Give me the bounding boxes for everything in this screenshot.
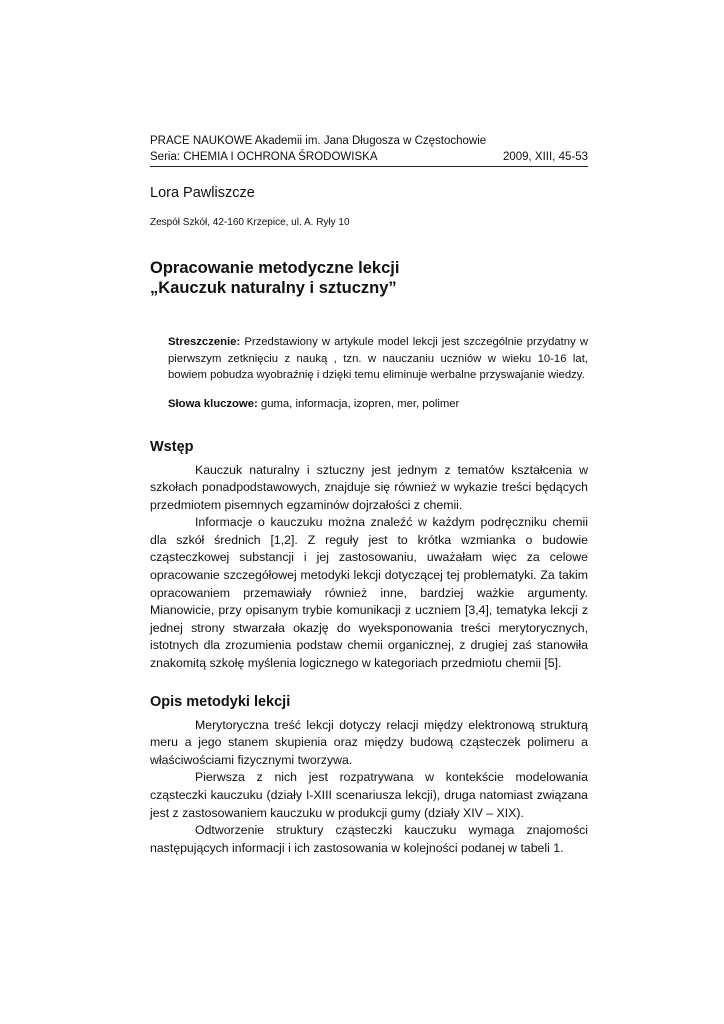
keywords-text: guma, informacja, izopren, mer, polimer	[260, 397, 460, 410]
section-heading-intro: Wstęp	[150, 438, 194, 455]
intro-paragraph-1: Kauczuk naturalny i sztuczny jest jednym z tematów kształcenia w szkołach ponadpodstawowych, znajduje się również w wykazie treści będących przedmiotem pisemnych egzaminów dojrzałości z chemii.	[150, 462, 588, 512]
section-heading-method: Opis metodyki lekcji	[150, 693, 291, 710]
author-name: Lora Pawliszcze	[150, 185, 255, 201]
keywords	[168, 396, 588, 412]
abstract-label: Streszczenie:	[168, 336, 241, 348]
title-line-2: „Kauczuk naturalny i sztuczny”	[150, 279, 397, 297]
paper-title	[150, 258, 588, 298]
series-row	[150, 149, 588, 167]
title-line-1: Opracowanie metodyczne lekcji	[150, 259, 400, 277]
abstract-text: Przedstawiony w artykule model lekcji jest szczególnie przydatny w pierwszym zetknięciu z nauką , tzn. w nauczaniu uczniów w wieku 10-16 lat, bowiem pobudza wyobraźnię i dzięki temu eliminuje werbalne przyswajanie wiedzy.	[168, 336, 588, 381]
intro-paragraph-2: Informacje o kauczuku można znaleźć w każdym podręczniku chemii dla szkół średnich [1,2]. Z reguły jest to krótka wzmianka o budowie cząsteczkowej substancji i jej zastosowaniu, uważałam więc za celowe opracowanie szczegółowej metodyki lekcji dotyczącej tej problematyki. Za takim opracowaniem przemawiały również inne, bardziej ważkie argumenty. Mianowicie, przy opisanym trybie komunikacji z uczniem [3,4], tematyka lekcji z jednej strony stwarzała okazję do wyeksponowania treści merytorycznych, istotnych dla zrozumienia podstaw chemii organicznej, z drugiej zaś stanowiła znakomitą szkołę myślenia logicznego w kategoriach przedmiotu chemii [5].	[150, 515, 588, 671]
journal-name: PRACE NAUKOWE Akademii im. Jana Długosza w Częstochowie	[150, 135, 487, 147]
paper-page	[150, 133, 588, 857]
affiliation: Zespół Szkół, 42-160 Krzepice, ul. A. Ryły 10	[150, 217, 350, 228]
series-name: Seria: CHEMIA I OCHRONA ŚRODOWISKA	[150, 151, 378, 163]
method-paragraph-3: Odtworzenie struktury cząsteczki kauczuku wymaga znajomości następujących informacji i ich zastosowania w kolejności podanej w tabeli 1.	[150, 823, 588, 855]
abstract	[168, 334, 588, 384]
keywords-label: Słowa kluczowe:	[168, 397, 258, 410]
method-paragraph-1: Merytoryczna treść lekcji dotyczy relacji między elektronową strukturą meru a jego stanem skupienia oraz między budową cząsteczek polimeru a właściwościami fizycznymi tworzywa.	[150, 717, 588, 767]
method-paragraph-2: Pierwsza z nich jest rozpatrywana w kontekście modelowania cząsteczki kauczuku (działy I-XIII scenariusza lekcji), druga natomiast związana jest z zastosowaniem kauczuku w produkcji gumy (działy XIV – XIX).	[150, 770, 588, 820]
citation: 2009, XIII, 45-53	[502, 151, 588, 163]
